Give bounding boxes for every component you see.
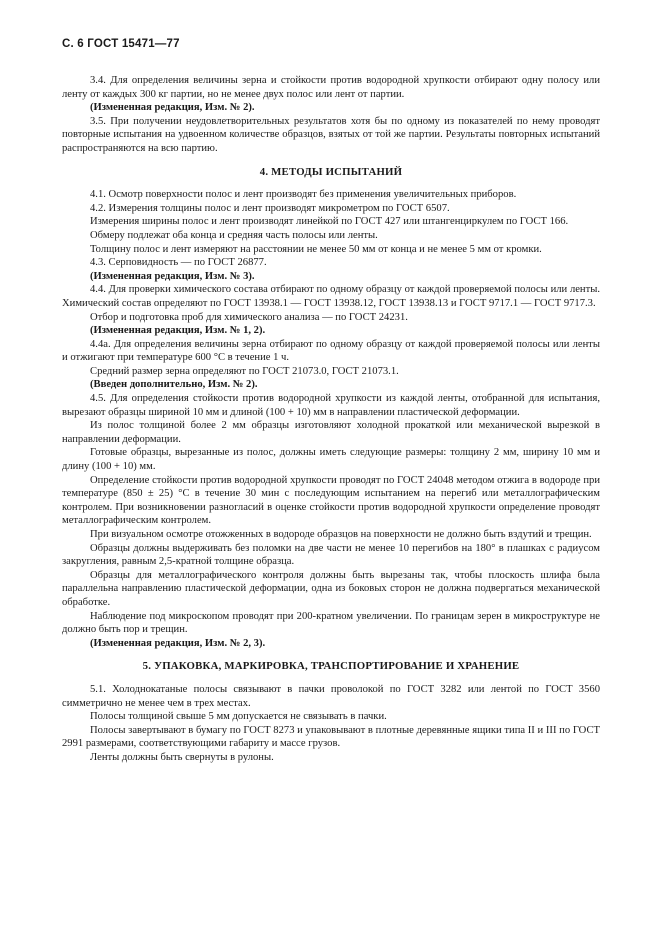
- revision-note: (Измененная редакция, Изм. № 2, 3).: [90, 637, 266, 649]
- paragraph: Полосы завертывают в бумагу по ГОСТ 8273 и упаковывают в плотные деревянные ящики типа II и III по ГОСТ 2991 размерами, соответствующими габариту и массе грузов.: [62, 724, 600, 750]
- section-heading: 5. УПАКОВКА, МАРКИРОВКА, ТРАНСПОРТИРОВАНИЕ И ХРАНЕНИЕ: [142, 660, 520, 673]
- paragraph: Измерения ширины полос и лент производят линейкой по ГОСТ 427 или штангенциркулем по ГОСТ 166.: [90, 216, 569, 228]
- paragraph: Отбор и подготовка проб для химического анализа — по ГОСТ 24231.: [90, 311, 408, 323]
- paragraph: Полосы толщиной свыше 5 мм допускается не связывать в пачки.: [90, 711, 387, 723]
- paragraph: 3.5. При получении неудовлетворительных результатов хотя бы по одному из показателей по нему проводят повторные испытания на удвоенном количестве образцов, взятых от той же партии. Результаты повторных испытаний распространяются на всю партию.: [62, 115, 600, 154]
- paragraph: Ленты должны быть свернуты в рулоны.: [90, 751, 274, 763]
- paragraph: Средний размер зерна определяют по ГОСТ 21073.0, ГОСТ 21073.1.: [90, 365, 399, 377]
- paragraph: 3.4. Для определения величины зерна и стойкости против водородной хрупкости отбирают одну полосу или ленту от каждых 300 кг партии, но не менее двух полос или лент от партии.: [62, 75, 600, 100]
- revision-note: (Измененная редакция, Изм. № 2).: [90, 102, 255, 114]
- paragraph: Готовые образцы, вырезанные из полос, должны иметь следующие размеры: толщину 2 мм, ширину 10 мм и длину (100 + 10) мм.: [62, 447, 600, 473]
- paragraph: Обмеру подлежат оба конца и средняя часть полосы или ленты.: [90, 229, 378, 241]
- page-header: С. 6 ГОСТ 15471—77: [62, 38, 180, 50]
- revision-note: (Измененная редакция, Изм. № 3).: [90, 270, 255, 282]
- paragraph: Из полос толщиной более 2 мм образцы изготовляют холодной прокаткой или механической вырезкой в направлении деформации.: [62, 420, 600, 445]
- paragraph: 4.5. Для определения стойкости против водородной хрупкости из каждой ленты, отобранной для испытания, вырезают образцы шириной 10 мм и длиной (100 + 10) мм в направлении пластической деформации.: [62, 393, 600, 418]
- paragraph: Толщину полос и лент измеряют на расстоянии не менее 50 мм от конца и не менее 5 мм от кромки.: [90, 243, 542, 255]
- paragraph: 4.1. Осмотр поверхности полос и лент производят без применения увеличительных приборов.: [90, 189, 517, 201]
- paragraph: 4.3. Серповидность — по ГОСТ 26877.: [90, 257, 267, 269]
- paragraph: При визуальном осмотре отожженных в водороде образцов на поверхности не должно быть вздутий и трещин.: [90, 529, 592, 540]
- revision-note: (Введен дополнительно, Изм. № 2).: [90, 379, 258, 391]
- document-body: [62, 74, 600, 765]
- paragraph: Определение стойкости против водородной хрупкости проводят по ГОСТ 24048 методом отжига в водороде при температуре (850 ± 25) °С в течение 30 мин с последующим испытанием на перегиб или металлографическим контролем. При возникновении разногласий в оценке стойкости против водородной хрупкости определение проводят металлографическим контролем.: [62, 474, 600, 527]
- paragraph: Образцы для металлографического контроля должны быть вырезаны так, чтобы плоскость шлифа была параллельна направлению пластической деформации, одна из боковых сторон не должна подвергаться механической обработке.: [62, 569, 600, 608]
- paragraph: 5.1. Холоднокатаные полосы связывают в пачки проволокой по ГОСТ 3282 или лентой по ГОСТ 3560 симметрично не менее чем в трех местах.: [62, 683, 600, 709]
- paragraph: 4.2. Измерения толщины полос и лент производят микрометром по ГОСТ 6507.: [90, 202, 450, 214]
- paragraph: Наблюдение под микроскопом проводят при 200-кратном увеличении. По границам зерен в микроструктуре не должно быть пор и трещин.: [62, 610, 600, 636]
- paragraph: 4.4. Для проверки химического состава отбирают по одному образцу от каждой проверяемой полосы или ленты. Химический состав определяют по ГОСТ 13938.1 — ГОСТ 13938.12, ГОСТ 13938.13 и ГОСТ 9717.1 — ГОСТ 9717.3.: [62, 284, 600, 309]
- paragraph: 4.4а. Для определения величины зерна отбирают по одному образцу от каждой проверяемой полосы или ленты и отжигают при температуре 600 °С в течение 1 ч.: [62, 338, 600, 364]
- revision-note: (Измененная редакция, Изм. № 1, 2).: [90, 325, 266, 337]
- section-heading: 4. МЕТОДЫ ИСПЫТАНИЙ: [259, 165, 403, 178]
- paragraph: Образцы должны выдерживать без поломки на две части не менее 10 перегибов на 180° в плашках с радиусом закругления, равным 2,5-кратной толщине образца.: [62, 542, 600, 568]
